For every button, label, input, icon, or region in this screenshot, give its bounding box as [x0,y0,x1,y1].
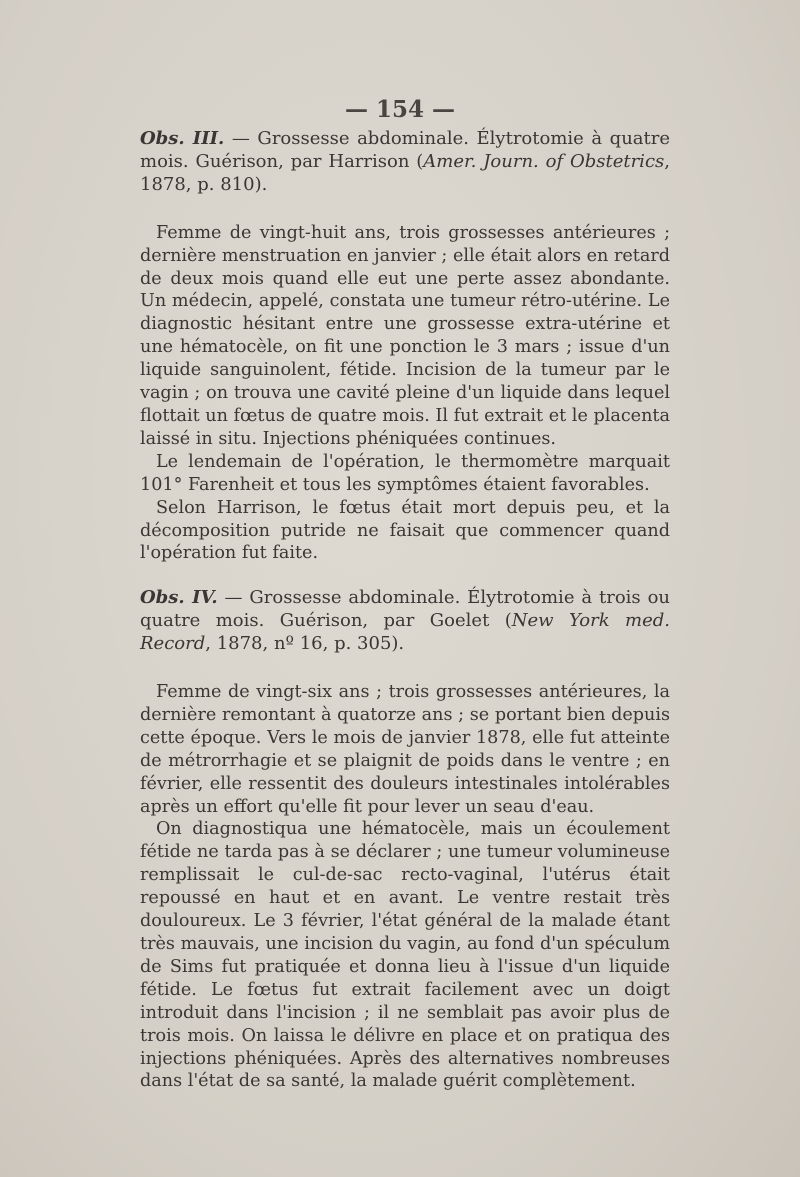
obs-4-journal: New York med. Record [140,610,670,655]
obs-3-journal: Amer. Journ. of Obstetrics [423,150,665,172]
obs-3-paragraph: Selon Harrison, le fœtus était mort depuis peu, et la décomposition putride ne faisait que commencer quand l'opération fut faite. [140,497,670,564]
page-number: — 154 — [344,96,456,123]
obs-4-title: — Grossesse abdominale. Élytrotomie à trois ou quatre mois. Guérison, par Goelet ( [140,587,670,632]
obs-3-citation: , 1878, p. 810). [140,150,670,195]
obs-3-label: Obs. III. [140,128,225,149]
obs-3-heading [140,128,670,197]
obs-3-paragraph: Femme de vingt-huit ans, trois grossesses antérieures ; dernière menstruation en janvier ; elle était alors en retard de deux mois quand elle eut une perte assez abondante. Un médecin, appelé, constata une tumeur rétro-utérine. Le diagnostic hésitant entre une grossesse extra-utérine et une hématocèle, on fit une ponction le 3 mars ; issue d'un liquide sanguinolent, fétide. Incision de la tumeur par le vagin ; on trouva une cavité pleine d'un liquide dans lequel flottait un fœtus de quatre mois. Il fut extrait et le placenta laissé in situ. Injections phéniquées continues. [140,222,671,449]
obs-3-title: — Grossesse abdominale. Élytrotomie à quatre mois. Guérison, par Harrison ( [140,128,671,172]
obs-4-heading [140,587,670,656]
obs-4-citation: , 1878, nº 16, p. 305). [205,633,405,655]
text-body [140,128,670,1093]
obs-3-paragraph: Le lendemain de l'opération, le thermomètre marquait 101° Farenheit et tous les symptômes étaient favorables. [140,451,670,495]
obs-4-label: Obs. IV. [140,587,218,609]
obs-4-paragraph: On diagnostiqua une hématocèle, mais un écoulement fétide ne tarda pas à se déclarer ; une tumeur volumineuse remplissait le cul-de-sac recto-vaginal, l'utérus était repoussé en haut et en avant. Le ventre restait très douloureux. Le 3 février, l'état général de la malade étant très mauvais, une incision du vagin, au fond d'un spéculum de Sims fut pratiquée et donna lieu à l'issue d'un liquide fétide. Le fœtus fut extrait facilement avec un doigt introduit dans l'incision ; il ne semblait pas avoir plus de trois mois. On laissa le délivre en place et on pratiqua des injections phéniquées. Après des alternatives nombreuses dans l'état de sa santé, la malade guérit complètement. [140,819,670,1092]
obs-4-paragraph: Femme de vingt-six ans ; trois grossesses antérieures, la dernière remontant à quatorze ans ; se portant bien depuis cette époque. Vers le mois de janvier 1878, elle fut atteinte de métrorrhagie et se plaignit de poids dans le ventre ; en février, elle ressentit des douleurs intestinales intolérables après un effort qu'elle fit pour lever un seau d'eau. [140,682,670,817]
